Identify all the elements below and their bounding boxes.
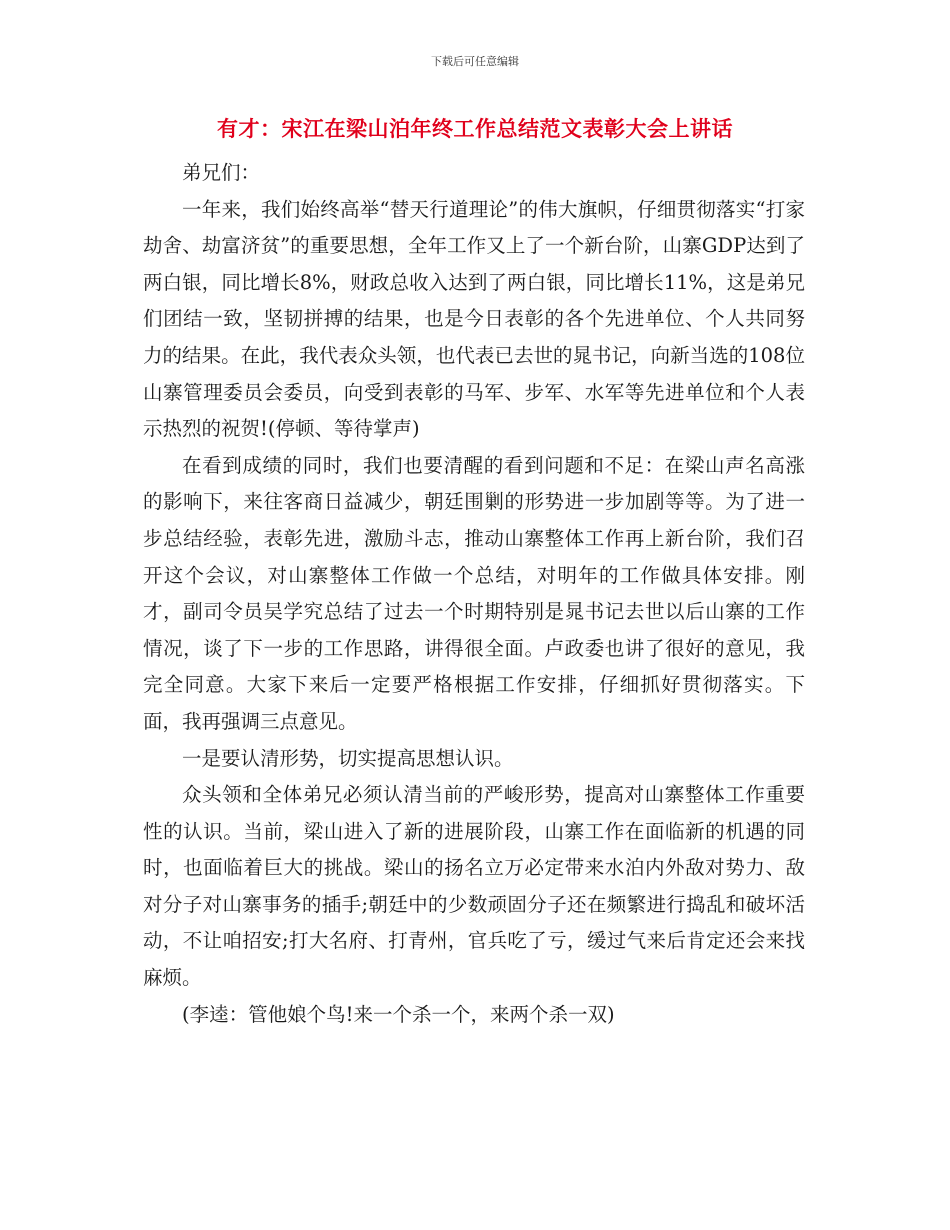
header-note: 下载后可任意编辑 xyxy=(431,55,519,68)
paragraph-achievements: 一年来，我们始终高举“替天行道理论”的伟大旗帜，仔细贯彻落实“打家劫舍、劫富济贫”的重要思想，全年工作又上了一个新台阶，山寨GDP达到了两白银，同比增长8%，财政总收入达到了两白银，同比增长11%，这是弟兄们团结一致，坚韧拼搏的结果，也是今日表彰的各个先进单位、个人共同努力的结果。在此，我代表众头领，也代表已去世的晁书记，向新当选的108位山寨管理委员会委员，向受到表彰的马军、步军、水军等先进单位和个人表示热烈的祝贺!(停顿、等待掌声) xyxy=(143,197,805,441)
document-title: 有才：宋江在梁山泊年终工作总结范文表彰大会上讲话 xyxy=(217,117,733,141)
paragraph-point-one-heading: 一是要认清形势，切实提高思想认识。 xyxy=(182,746,514,770)
paragraph-situation: 众头领和全体弟兄必须认清当前的严峻形势，提高对山寨整体工作重要性的认识。当前，梁山进入了新的进展阶段，山寨工作在面临新的机遇的同时，也面临着巨大的挑战。梁山的扬名立万必定带来水泊内外敌对势力、敌对分子对山寨事务的插手;朝廷中的少数顽固分子还在频繁进行捣乱和破坏活动，不让咱招安;打大名府、打青州，官兵吃了亏，缓过气来后肯定还会来找麻烦。 xyxy=(143,783,805,990)
document-body xyxy=(143,155,805,1033)
paragraph-salutation: 弟兄们： xyxy=(182,161,261,184)
paragraph-li-kui-interjection: (李逵：管他娘个鸟!来一个杀一个，来两个杀一双) xyxy=(182,1002,615,1026)
paragraph-problems: 在看到成绩的同时，我们也要清醒的看到问题和不足：在梁山声名高涨的影响下，来往客商日益减少，朝廷围剿的形势进一步加剧等等。为了进一步总结经验，表彰先进，激励斗志，推动山寨整体工作再上新台阶，我们召开这个会议，对山寨整体工作做一个总结，对明年的工作做具体安排。刚才，副司令员吴学究总结了过去一个时期特别是晁书记去世以后山寨的工作情况，谈了下一步的工作思路，讲得很全面。卢政委也讲了很好的意见，我完全同意。大家下来后一定要严格根据工作安排，仔细抓好贯彻落实。下面，我再强调三点意见。 xyxy=(143,453,805,733)
